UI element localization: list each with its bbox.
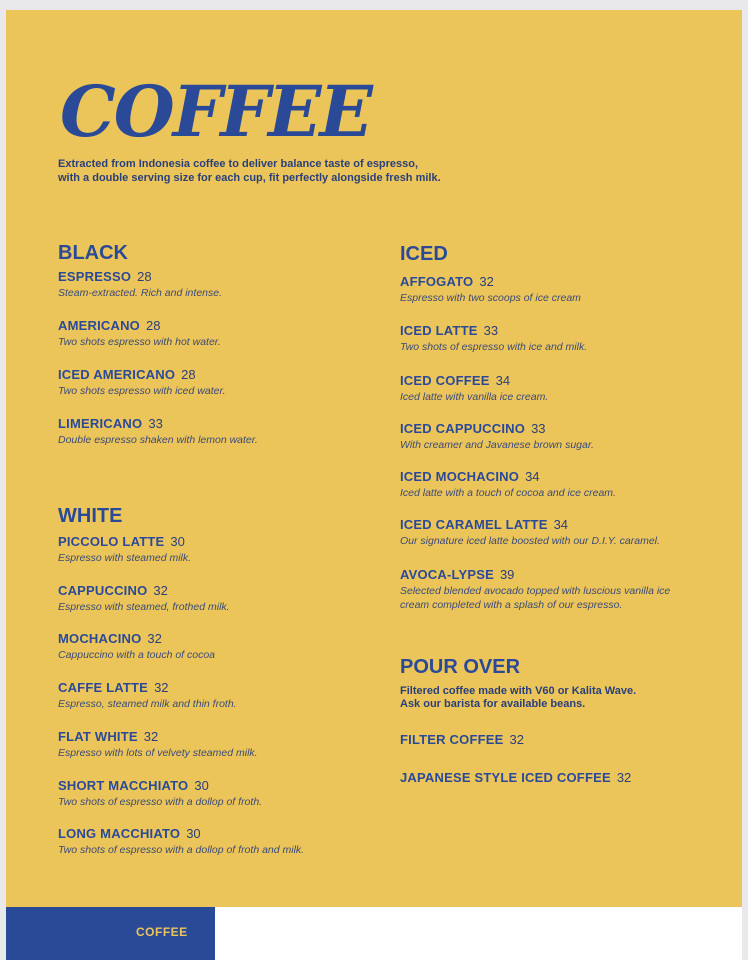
intro-line: Extracted from Indonesia coffee to deliver balance taste of espresso,	[58, 158, 419, 170]
item-name: AMERICANO	[58, 318, 140, 333]
item-name: AVOCA-LYPSE	[400, 567, 494, 582]
item-price: 30	[194, 778, 209, 793]
menu-item	[58, 533, 378, 565]
item-name: AFFOGATO	[400, 274, 474, 289]
item-name: LONG MACCHIATO	[58, 826, 181, 841]
item-name: ICED CARAMEL LATTE	[400, 517, 548, 532]
item-description: Espresso with lots of velvety steamed milk.	[58, 747, 258, 759]
page-title: COFFEE	[60, 70, 371, 153]
item-description: Two shots of espresso with ice and milk.	[400, 341, 588, 353]
item-description: Our signature iced latte boosted with our D.I.Y. caramel.	[400, 535, 660, 547]
menu-item	[58, 679, 378, 711]
item-price: 32	[479, 274, 494, 289]
item-price: 32	[154, 680, 169, 695]
item-price: 34	[525, 469, 540, 484]
item-price: 32	[153, 583, 168, 598]
item-name: LIMERICANO	[58, 416, 143, 431]
item-price: 28	[137, 269, 152, 284]
item-price: 33	[531, 421, 546, 436]
menu-item	[58, 825, 378, 857]
item-description: Iced latte with vanilla ice cream.	[400, 391, 549, 403]
item-price: 33	[483, 323, 499, 338]
item-name: ICED MOCHACINO	[400, 469, 520, 484]
item-price: 32	[509, 732, 524, 747]
item-name: ICED COFFEE	[400, 373, 490, 388]
item-description: Two shots of espresso with a dollop of froth and milk.	[58, 844, 305, 856]
item-price: 30	[186, 826, 201, 841]
item-name: SHORT MACCHIATO	[58, 778, 189, 793]
item-price: 30	[170, 534, 185, 549]
item-name: PICCOLO LATTE	[58, 534, 165, 549]
menu-item	[58, 630, 378, 662]
item-name: JAPANESE STYLE ICED COFFEE	[400, 770, 611, 785]
section-title-pour-over: POUR OVER	[400, 656, 521, 678]
section-title-iced: ICED	[400, 243, 448, 265]
intro-line: with a double serving size for each cup, fit perfectly alongside fresh milk.	[58, 172, 441, 184]
menu-item	[400, 516, 720, 548]
item-price: 32	[143, 729, 159, 744]
item-price: 32	[147, 631, 162, 646]
item-description: With creamer and Javanese brown sugar.	[400, 439, 594, 451]
item-price: 34	[553, 517, 569, 532]
item-price: 39	[499, 567, 515, 582]
item-name: FILTER COFFEE	[400, 732, 504, 747]
menu-item	[400, 372, 720, 404]
item-description: Selected blended avocado topped with luscious vanilla ice cream completed with a splash of our espresso.	[400, 585, 671, 611]
footer-label: COFFEE	[136, 925, 188, 939]
item-price: 32	[616, 770, 632, 785]
pour-over-description	[400, 685, 720, 711]
item-description: Two shots espresso with hot water.	[58, 336, 221, 348]
item-price: 28	[145, 318, 161, 333]
item-name: ESPRESSO	[58, 269, 132, 284]
menu-item	[400, 322, 720, 354]
menu-item	[400, 420, 720, 452]
menu-item	[400, 273, 720, 305]
item-name: CAPPUCCINO	[58, 583, 148, 598]
menu-item	[400, 769, 720, 786]
item-description: Two shots espresso with iced water.	[58, 385, 226, 397]
footer-bar	[6, 907, 742, 960]
menu-item	[58, 777, 378, 809]
menu-item	[58, 268, 378, 300]
item-description: Double espresso shaken with lemon water.	[58, 434, 258, 446]
item-description: Espresso with steamed, frothed milk.	[58, 601, 230, 613]
menu-item	[400, 468, 720, 500]
item-price: 34	[495, 373, 511, 388]
item-description: Cappuccino with a touch of cocoa	[58, 649, 216, 661]
item-name: MOCHACINO	[58, 631, 142, 646]
item-name: ICED AMERICANO	[58, 367, 176, 382]
item-description: Steam-extracted. Rich and intense.	[58, 287, 223, 299]
item-description: Iced latte with a touch of cocoa and ice cream.	[400, 487, 616, 499]
item-name: ICED CAPPUCCINO	[400, 421, 526, 436]
item-name: CAFFE LATTE	[58, 680, 149, 695]
menu-item	[400, 731, 720, 748]
footer-tab	[6, 907, 215, 960]
menu-item	[58, 582, 378, 614]
pour-over-description-line: Filtered coffee made with V60 or Kalita Wave.	[400, 685, 637, 697]
item-price: 33	[148, 416, 163, 431]
item-description: Two shots of espresso with a dollop of froth.	[58, 796, 263, 808]
menu-item	[58, 728, 378, 760]
section-title-white: WHITE	[58, 505, 123, 527]
item-name: ICED LATTE	[400, 323, 478, 338]
item-price: 28	[181, 367, 196, 382]
section-title-black: BLACK	[58, 242, 128, 264]
menu-item	[58, 366, 378, 398]
item-name: FLAT WHITE	[58, 729, 138, 744]
menu-item	[58, 415, 378, 447]
menu-page	[6, 10, 742, 960]
menu-item	[58, 317, 378, 349]
item-description: Espresso with two scoops of ice cream	[400, 292, 581, 304]
menu-item	[400, 566, 700, 612]
item-description: Espresso, steamed milk and thin froth.	[58, 698, 237, 710]
item-description: Espresso with steamed milk.	[58, 552, 192, 564]
intro-text	[58, 157, 578, 185]
pour-over-description-line: Ask our barista for available beans.	[400, 698, 586, 710]
